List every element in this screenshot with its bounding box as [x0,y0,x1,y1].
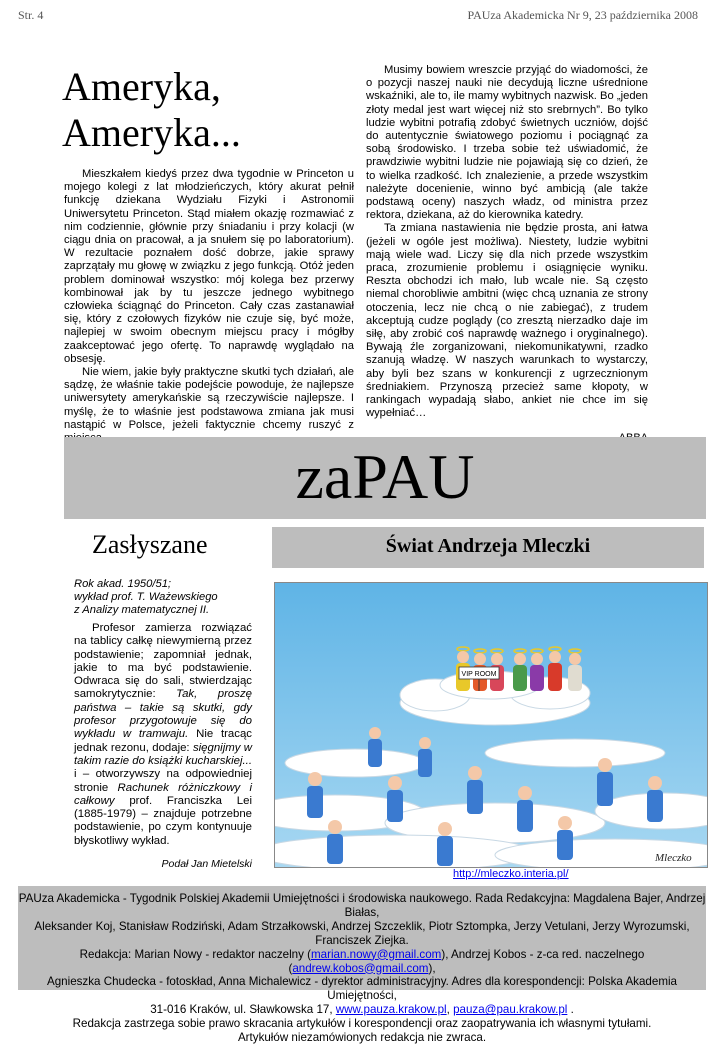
article-paragraph: Ta zmiana nastawienia nie będzie prosta, ani łatwa (jeżeli w ogóle jest możliwa). Niestety, ludzie wybitni mają wiele wad. Liczy się dla nich przede wszystkim praca, zrozumienie problemu i osiągnięcie wyniku. Reszta obchodzi ich mało, lub wcale nie. Są często niemal chorobliwie ambitni (więc chcą uznania ze strony otoczenia, lecz nie chcą o nie zabiegać), z trudem akceptują cudze poglądy (co zresztą nierzadko daje im siłę, aby zrobić coś naprawdę ważnego i oryginalnego). Bywają źle zorganizowani, niekomunikatywni, rzadko szanują władzę. W naszych warunkach to wystarczy, aby byli bez szans w konkurencji z ugrzecznionym średniakiem. Przynoszą przecież same kłopoty, w rankingach wypadają słabo, ankiet nie chce im się wypełniać… [366,222,648,420]
artist-signature: Mleczko [655,852,692,864]
cartoon-illustration [275,583,707,867]
footer-line: PAUza Akademicka - Tygodnik Polskiej Akademii Umiejętności i środowiska naukowego. Rada Redakcyjna: Magdalena Bajer, Andrzej Białas, [18,892,706,919]
text-run-italic: Rachunek różniczkowy i całkowy [74,781,253,807]
mleczko-cartoon [274,582,708,868]
article-title-line1: Ameryka, [62,64,221,109]
footer-line: Redakcja zastrzega sobie prawo skracania artykułów i korespondencji oraz zaopatrywania ich własnymi tytułami. [72,1017,652,1031]
intro-line: Rok akad. 1950/51; [74,578,172,590]
page-number: Str. 4 [18,8,44,22]
article-paragraph: Mieszkałem kiedyś przez dwa tygodnie w Princeton u mojego kolegi z lat młodzieńczych, który akurat pełnił funkcję dziekana Wydziału Fizyki i Astronomii Uniwersytetu Princeton. Stąd miałem okazję rozmawiać z nim codziennie, głównie przy śniadaniu i przy kolacji (w ciągu dnia on pracował, a ja snułem się po laboratorium). W rezultacie poznałem dość dobrze, jakie sprawy zaprzątały mu głowę w związku z jego funkcją. Otóż jeden problem dominował wszystko: mój kolega bez przerwy kombinował jak by tu jeszcze jednego wybitnego człowieka ściągnąć do Princeton. Cały czas zastanawiał się, który z czołowych fizyków nie czuje się, być może, najlepiej w swoim obecnym miejscu pracy i mógłby zaakceptować jego ofertę. To naprawdę wyglądało na obsesję. [64,168,354,365]
text-run: Redakcja: Marian Nowy - redaktor naczelny ( [79,947,311,961]
text-run: Profesor zamierza rozwiązać na tablicy całkę niewymierną przez podstawienie; zapomniał jednak, jakie to ma być podstawienie. Odwraca się do sali, stwierdzając samokrytycznie: [74,622,252,701]
email-link[interactable]: pauza@pau.krakow.pl [453,1003,568,1017]
zaslyszane-signature: Podał Jan Mietelski [161,858,252,871]
text-run: ), [428,961,436,975]
zapau-banner [64,437,706,519]
text-run: Nie tracąc jednak rezonu, dodaje: [74,728,252,754]
vip-sign-text: VIP ROOM [461,671,497,678]
footer-impressum [18,886,706,1045]
text-run-italic: Tak, proszę państwa – takie są skutki, gdy profesor przygotowuje się do wykładu w tramwaju. [74,688,252,741]
footer-line: Aleksander Koj, Stanisław Rodziński, Adam Strzałkowski, Andrzej Szczeklik, Piotr Sztompka, Jerzy Vetulani, Jerzy Wyrozumski, Franciszek Ziejka. [34,919,690,947]
intro-line: wykład prof. T. Ważewskiego [74,591,218,604]
email-link[interactable]: andrew.kobos@gmail.com [292,961,429,975]
zaslyszane-intro [74,578,254,618]
zapau-title: zaPAU [295,441,475,512]
footer-line: Agnieszka Chudecka - fotoskład, Anna Michalewicz - dyrektor administracyjny. Adres dla korespondencji: Polska Akademia Umiejętności, [46,975,678,1003]
article-right-column [366,64,648,446]
intro-line: z Analizy matematycznej II. [74,604,210,617]
text-run: prof. Franciszka Lei (1885-1979) – znajduje potrzebne podstawienie, po czym kontynuuje błyskotliwy wykład. [74,794,252,847]
footer-line [18,948,706,976]
article-paragraph: Musimy bowiem wreszcie przyjąć do wiadomości, że o pozycji naszej nauki nie decydują liczne uśrednione wskaźniki, ale to, ile mamy wybitnych nazwisk. Bo „jeden złoty medal jest wart więcej niż sto srebrnych”. Bo tylko ludzie wybitni potrafią zdobyć świetnych uczniów, dojść do autentycznie światowego poziomu i pociągnąć za sobą środowisko. I trzeba sobie też uświadomić, że prawdziwie wybitni ludzie nie pojawiają się co dzień, że to wielka rzadkość. Ich znalezienie, a przede wszystkim należyte docenienie, winno być ambicją (ale także podstawą oceny) naszych władz, od ministra przez rektora, dziekana, aż do kierownika katedry. [366,64,648,222]
text-run: i – otworzywszy na odpowiedniej stronie [74,768,252,794]
zaslyszane-paragraph [74,622,252,848]
mleczko-title: Świat Andrzeja Mleczki [385,535,591,557]
text-run: . [567,1003,574,1017]
website-link[interactable]: www.pauza.krakow.pl [335,1003,447,1017]
mleczko-link[interactable]: http://mleczko.interia.pl/ [453,868,569,880]
text-run: ), Andrzej Kobos - z-ca red. naczelnego ( [288,947,645,975]
email-link[interactable]: marian.nowy@gmail.com [311,947,442,961]
text-run: 31-016 Kraków, ul. Sławkowska 17, [150,1003,336,1017]
mleczko-banner [272,527,704,568]
text-run-italic: sięgnijmy w takim razie do książki kucharskiej... [74,741,252,767]
text-run: , [446,1003,454,1017]
article-title [62,64,312,156]
article-paragraph: Nie wiem, jakie były praktyczne skutki tych działań, ale sądzę, że właśnie takie podejście powoduje, że najlepsze uniwersytety amerykańskie są rzeczywiście najlepsze. I myślę, że to właśnie jest podstawowa zmiana jak musi nastąpić w Polsce, jeżeli faktycznie chcemy ruszyć z [64,366,354,431]
article-title-line2: Ameryka... [62,110,241,155]
zaslyszane-body [74,622,252,871]
article-left-column [64,168,354,445]
footer-line: Artykułów niezamówionych redakcja nie zwraca. [237,1031,487,1045]
issue-info: PAUza Akademicka Nr 9, 23 października 2008 [467,8,698,22]
zaslyszane-title: Zasłyszane [92,530,208,559]
footer-line [18,1003,706,1017]
